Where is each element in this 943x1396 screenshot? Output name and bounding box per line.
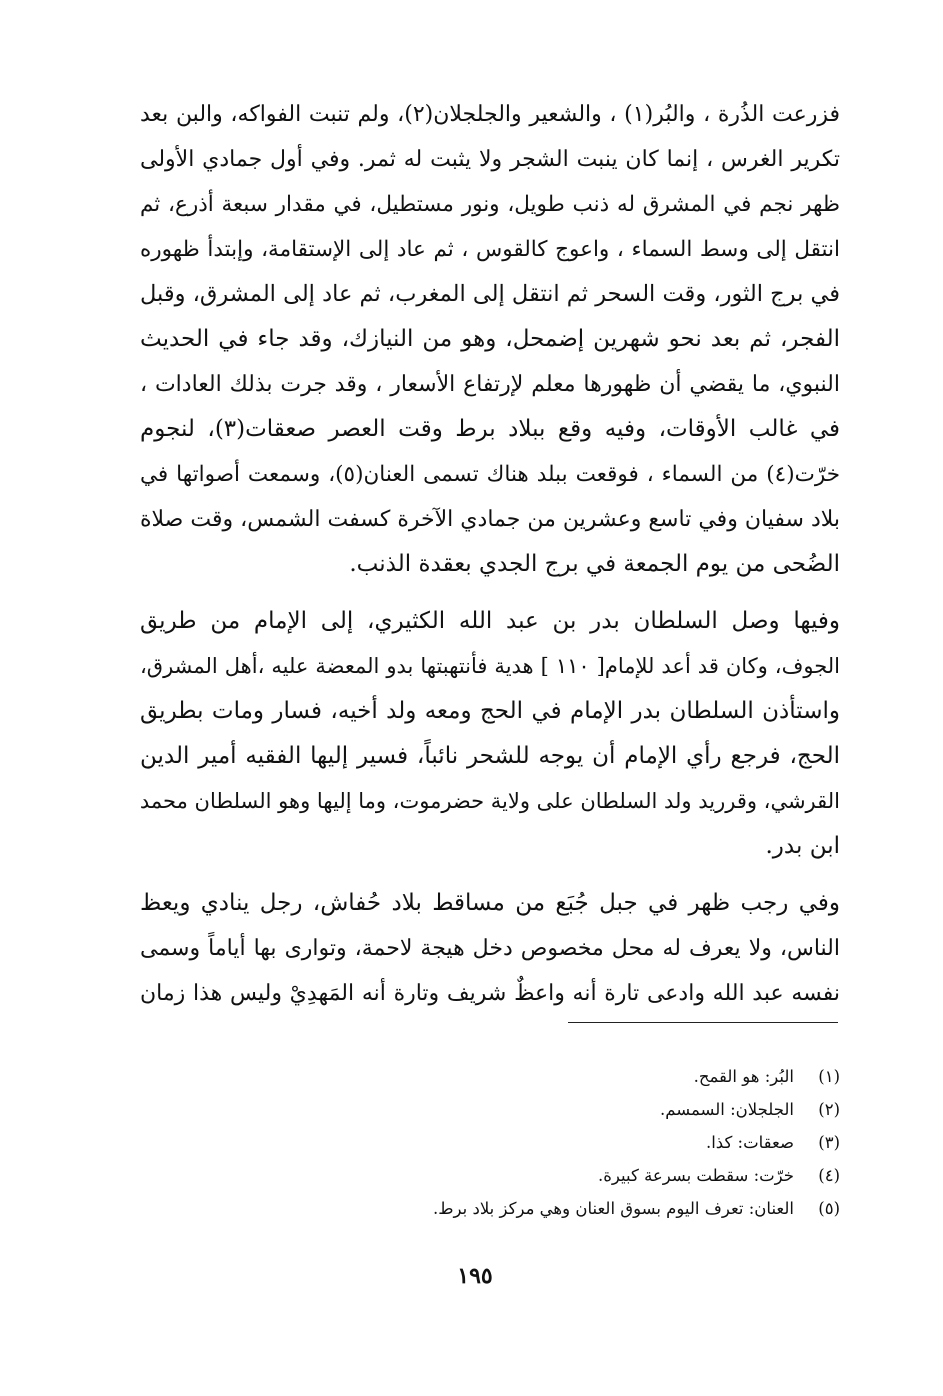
footnotes xyxy=(300,1060,840,1225)
footnote-number: (٥) xyxy=(818,1199,840,1218)
footnote-text: العنان: تعرف اليوم بسوق العنان وهي مركز بلاد برط. xyxy=(433,1199,794,1218)
footnote-number: (٣) xyxy=(818,1133,840,1152)
footnote-number: (١) xyxy=(818,1067,840,1086)
footnote-text: صعقات: كذا. xyxy=(705,1133,794,1152)
footnote-text: خرّت: سقطت بسرعة كبيرة. xyxy=(598,1166,794,1185)
text-line: واستأذن السلطان بدر الإمام في الحج ومعه ولد أخيه، فسار ومات بطريق xyxy=(140,698,840,724)
footnote-number: (٢) xyxy=(818,1100,840,1119)
footnote-item xyxy=(300,1159,840,1192)
text-line: نفسه عبد الله وادعى تارة أنه واعظٌ شريف وتارة أنه المَهدِيْ وليس هذا زمان xyxy=(140,981,840,1006)
text-line: تكرير الغرس ، إنما كان ينبت الشجر ولا يثبت له ثمر. وفي أول جمادي الأولى xyxy=(140,147,840,172)
text-line: الضُحى من يوم الجمعة في برج الجدي بعقدة الذنب. xyxy=(349,551,840,577)
text-line: ابن بدر. xyxy=(765,833,840,859)
text-line: القرشي، وقرريد ولد السلطان على ولاية حضرموت، وما إليها وهو السلطان محمد xyxy=(140,789,840,813)
text-line: انتقل إلى وسط السماء ، واعوج كالقوس ، ثم عاد إلى الإستقامة، وإبتدأ ظهوره xyxy=(140,237,840,262)
text-line: ظهر نجم في المشرق له ذنب طويل، ونور مستطيل، في مقدار سبعة أذرع، ثم xyxy=(140,192,840,217)
text-line: بلاد سفيان وفي تاسع وعشرين من جمادي الآخرة كسفت الشمس، وقت صلاة xyxy=(140,507,840,532)
text-line: وفي رجب ظهر في جبل جُبَع من مساقط بلاد حُفاش، رجل ينادي ويعظ xyxy=(140,890,840,916)
text-line: وفيها وصل السلطان بدر بن عبد الله الكثيري، إلى الإمام من طريق xyxy=(140,608,840,634)
text-line: الفجر، ثم بعد نحو شهرين إضمحل، وهو من النيازك، وقد جاء في الحديث xyxy=(140,326,840,352)
footnote-item xyxy=(300,1060,840,1093)
main-text xyxy=(140,92,840,1016)
text-line: في غالب الأوقات، وفيه وقع ببلاد برط وقت العصر صعقات(٣)، لنجوم xyxy=(140,416,840,442)
text-line: الجوف، وكان قد أعد للإمام[ ١١٠ ] هدية فأنتهبتها بدو المعضة عليه ،أهل المشرق، xyxy=(140,654,840,678)
footnote-divider xyxy=(568,1022,838,1023)
text-line: النبوي، ما يقضي أن ظهورها معلم لإرتفاع الأسعار ، وقد جرت بذلك العادات ، xyxy=(140,372,840,397)
text-line: في برج الثور، وقت السحر ثم انتقل إلى المغرب، ثم عاد إلى المشرق، وقبل xyxy=(140,281,840,307)
footnote-text: البُر: هو القمح. xyxy=(693,1067,794,1086)
text-line: خرّت(٤) من السماء ، فوقعت ببلد هناك تسمى العنان(٥)، وسمعت أصواتها في xyxy=(140,462,840,487)
footnote-text: الجلجلان: السمسم. xyxy=(660,1100,794,1119)
text-line: فزرعت الذُرة ، والبُر(١) ، والشعير والجلجلان(٢)، ولم تنبت الفواكه، والبن بعد xyxy=(140,102,840,127)
footnote-item xyxy=(300,1192,840,1225)
page-number: ١٩٥ xyxy=(457,1263,493,1289)
footnote-item xyxy=(300,1126,840,1159)
text-line: الحج، فرجع رأي الإمام أن يوجه للشحر نائباً، فسير إليها الفقيه أمير الدين xyxy=(140,743,840,769)
text-line: الناس، ولا يعرف له محل مخصوص دخل هيجة لاحمة، وتوارى بها أياماً وسمى xyxy=(140,936,840,961)
footnote-number: (٤) xyxy=(818,1166,840,1185)
footnote-item xyxy=(300,1093,840,1126)
